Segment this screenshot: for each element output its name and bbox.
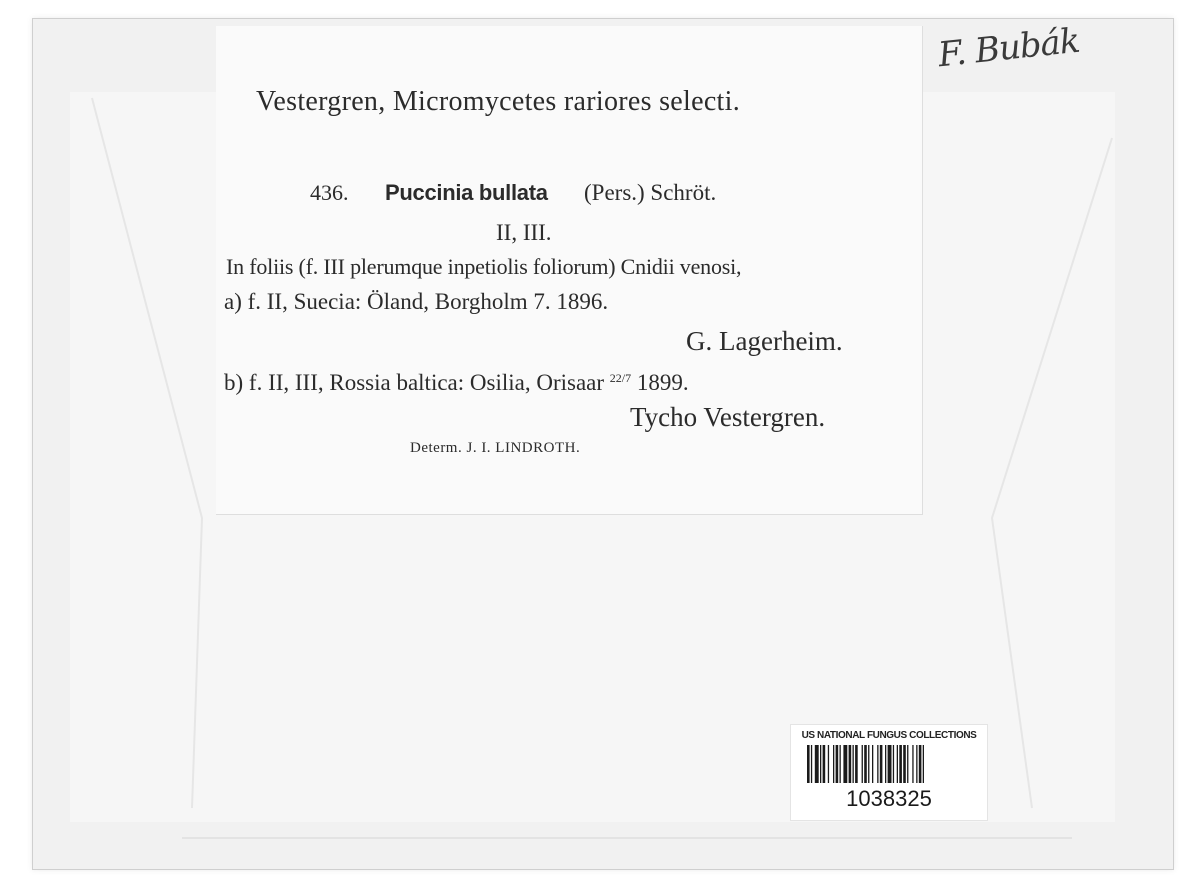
barcode-label: [790, 724, 988, 821]
spore-stages: II, III.: [496, 220, 552, 245]
collector-a: G. Lagerheim.: [686, 326, 843, 356]
specimen-b-year: 1899.: [636, 370, 689, 395]
specimen-a-locality: a) f. II, Suecia: Öland, Borgholm 7. 1896.: [224, 289, 609, 314]
specimen-b-text: b) f. II, III, Rossia baltica: Osilia, Orisaar: [224, 370, 605, 395]
specimen-label: [216, 26, 923, 515]
determiner: Determ. J. I. LINDROTH.: [410, 440, 581, 456]
handwritten-signature: F. Bubák: [936, 20, 1082, 76]
specimen-b-date: 22/7: [609, 371, 632, 385]
exsiccata-title: Vestergren, Micromycetes rariores selecti.: [256, 86, 741, 117]
collection-name: US NATIONAL FUNGUS COLLECTIONS: [801, 730, 977, 741]
exsiccata-number: 436.: [310, 180, 349, 205]
barcode-icon: [807, 745, 971, 783]
catalog-number: 1038325: [846, 786, 932, 811]
species-name: Puccinia bullata: [385, 180, 548, 205]
collector-b: Tycho Vestergren.: [630, 402, 826, 432]
specimen-b-locality: [224, 370, 689, 396]
host-description: In foliis (f. III plerumque inpetiolis foliorum) Cnidii venosi,: [226, 254, 742, 279]
species-authority: (Pers.) Schröt.: [584, 180, 717, 205]
